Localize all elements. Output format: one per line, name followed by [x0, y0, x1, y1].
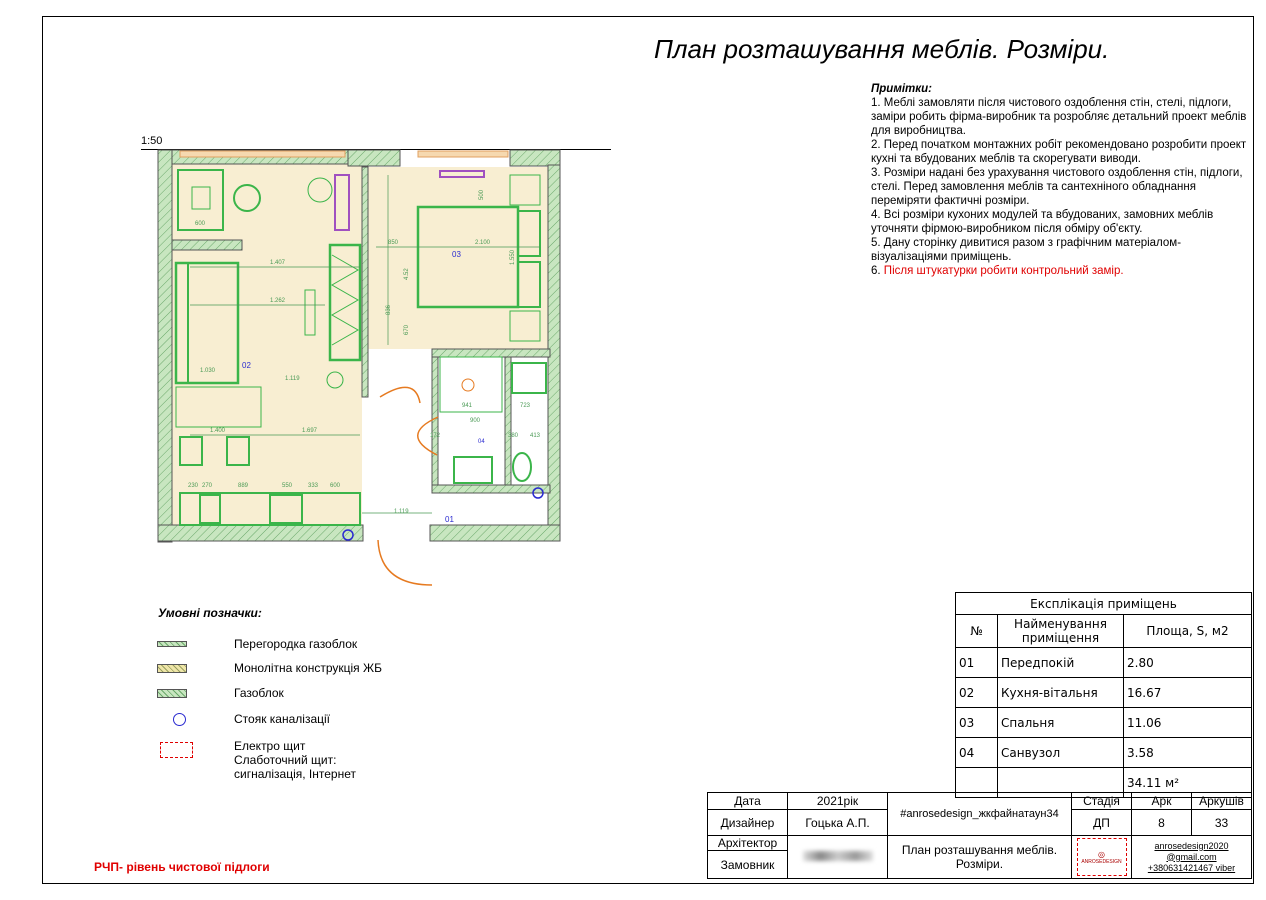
window-top-2	[418, 151, 508, 157]
cell: 2.80	[1124, 648, 1252, 678]
designer-label: Дизайнер	[708, 810, 788, 836]
cell: 04	[956, 738, 998, 768]
table-row	[956, 678, 1252, 708]
note-4: 4. Всі розміри кухоних модулей та вбудованих, замовних меблів уточняти фірмою-виробником після обміру об'єкту.	[871, 209, 1214, 235]
col-area: Площа, S, м2	[1124, 615, 1252, 648]
dim-12: 380	[508, 433, 519, 439]
sheets-value: 33	[1192, 810, 1252, 836]
client-label: Замовник	[708, 851, 788, 879]
dim-1: 1.407	[270, 260, 286, 266]
dim-25: 4.52	[404, 268, 410, 280]
architect-label: Архітектор	[708, 836, 788, 851]
logo-cell	[1072, 836, 1132, 879]
cell: 03	[956, 708, 998, 738]
date-value: 2021рік	[788, 793, 888, 810]
dim-24: 500	[479, 189, 485, 200]
room-number-02: 02	[242, 361, 251, 370]
sheet-title: План розташування меблів. Розміри.	[888, 836, 1072, 879]
designer-value: Гоцька А.П.	[788, 810, 888, 836]
legend-panel-icon	[160, 742, 193, 758]
dim-7: 2.100	[475, 240, 491, 246]
table-row	[956, 708, 1252, 738]
legend-riser-icon	[173, 713, 186, 726]
stage-label: Стадія	[1072, 793, 1132, 810]
legend-swatch-concrete	[157, 664, 187, 673]
wall-partition-v	[362, 167, 368, 397]
cell: Кухня-вітальня	[998, 678, 1124, 708]
dim-18: 230	[188, 483, 199, 489]
footer-note: РЧП- рівень чистової підлоги	[94, 860, 270, 874]
cell: 01	[956, 648, 998, 678]
sheets-label: Аркушів	[1192, 793, 1252, 810]
dim-13: 413	[530, 433, 541, 439]
cell: Санвузол	[998, 738, 1124, 768]
dim-8: 1.550	[510, 249, 516, 265]
brand-logo	[1077, 838, 1127, 876]
dim-20: 889	[238, 483, 249, 489]
stage-value: ДП	[1072, 810, 1132, 836]
page-title: План розташування меблів. Розміри.	[654, 34, 1110, 64]
wall-left	[158, 150, 172, 542]
scale-label: 1:50	[141, 135, 163, 147]
legend-lowcurrent-desc: сигналізація, Інтернет	[234, 767, 356, 781]
dim-5: 1.697	[302, 428, 318, 434]
room-number-01: 01	[445, 515, 454, 524]
legend-title: Умовні позначки:	[158, 606, 262, 620]
dim-17: 600	[195, 221, 206, 227]
wall-partition-h2	[432, 349, 550, 357]
note-6	[871, 264, 1251, 278]
dim-27: 670	[404, 324, 410, 335]
table-row	[956, 738, 1252, 768]
phone: +380631421467 viber	[1147, 862, 1236, 873]
cell: Спальня	[998, 708, 1124, 738]
notes-block	[871, 82, 1251, 278]
window-top-1	[180, 151, 345, 157]
legend-gasblock: Газоблок	[234, 686, 284, 700]
note-2: 2. Перед початком монтажних робіт рекомендовано розробити проект кухні та вбудованих меблів та скорегувати виводи.	[871, 139, 1247, 165]
legend-swatch-gasblock	[157, 689, 187, 698]
redacted-blur	[803, 851, 873, 861]
contacts	[1132, 836, 1252, 879]
cell: Передпокій	[998, 648, 1124, 678]
wall-partition-bath	[432, 357, 438, 487]
dim-4: 1.400	[210, 428, 226, 434]
wall-bath-bottom	[432, 485, 550, 493]
email-1: anrosedesign2020	[1154, 840, 1229, 851]
client-redacted	[788, 836, 888, 879]
wall-top-right	[510, 150, 560, 166]
sheet-label: Арк	[1132, 793, 1192, 810]
legend-partition: Перегородка газоблок	[234, 637, 358, 651]
wall-partition-bath2	[505, 357, 511, 487]
dim-19: 270	[202, 483, 213, 489]
note-1: 1. Меблі замовляти після чистового оздоблення стін, стелі, підлоги, заміри робить фірма-виробник та розробляє детальний проект меблів для виробництва.	[871, 97, 1247, 137]
door-entrance	[378, 540, 432, 585]
room-number-03: 03	[452, 250, 461, 259]
wall-partition-h1	[172, 240, 242, 250]
col-number: №	[956, 615, 998, 648]
dim-21: 550	[282, 483, 293, 489]
legend-swatch-partition	[157, 641, 187, 647]
total-area: 34.11 м²	[1124, 768, 1252, 798]
col-name: Найменування приміщення	[998, 615, 1124, 648]
dim-2: 1.262	[270, 298, 286, 304]
explication-title: Експлікація приміщень	[956, 593, 1252, 615]
sheet-value: 8	[1132, 810, 1192, 836]
project-code: #anrosedesign_жкфайнатаун34	[888, 793, 1072, 836]
legend-riser: Стояк каналізації	[234, 712, 330, 726]
dim-15: 172	[430, 433, 441, 439]
table-row	[956, 648, 1252, 678]
legend-concrete: Монолітна конструкція ЖБ	[234, 661, 382, 675]
note-5: 5. Дану сторінку дивитися разом з графічним матеріалом-візуалізаціями приміщень.	[871, 237, 1182, 263]
logo-text: ANROSEDESIGN	[1081, 858, 1122, 865]
explication-table	[955, 592, 1252, 798]
cell: 3.58	[1124, 738, 1252, 768]
dim-11: 900	[470, 418, 481, 424]
wall-bottom	[158, 525, 363, 541]
legend-electric: Електро щит	[234, 739, 306, 753]
note-3: 3. Розміри надані без урахування чистового оздоблення стін, підлоги, стелі. Перед замовлення меблів та сантехніного обладнання переміряти фактичні розміри.	[871, 167, 1243, 207]
instagram-icon: ◎	[1098, 849, 1105, 859]
wall-top-mid	[348, 150, 400, 166]
legend-lowcurrent: Слаботочний щит:	[234, 753, 337, 767]
dim-3: 1.119	[285, 376, 300, 382]
wall-bottom-right	[430, 525, 560, 541]
cell: 11.06	[1124, 708, 1252, 738]
cell: 02	[956, 678, 998, 708]
dim-14: 723	[520, 403, 531, 409]
dim-16: 1.119	[394, 509, 409, 515]
living-floor	[170, 160, 362, 538]
title-block	[707, 792, 1252, 879]
floor-plan	[150, 145, 590, 600]
notes-heading: Примітки:	[871, 83, 932, 95]
dim-9: 850	[388, 240, 399, 246]
room-number-04: 04	[478, 439, 485, 445]
note-6-text: Після штукатурки робити контрольний замір.	[883, 265, 1124, 277]
email-2: @gmail.com	[1166, 851, 1217, 862]
date-label: Дата	[708, 793, 788, 810]
dim-22: 333	[308, 483, 319, 489]
cell: 16.67	[1124, 678, 1252, 708]
dim-10: 941	[462, 403, 473, 409]
hall-floor	[362, 385, 432, 545]
dim-23: 600	[330, 483, 341, 489]
dim-26: 836	[386, 304, 392, 315]
dim-6: 1.030	[200, 368, 216, 374]
note-6-number: 6.	[871, 265, 884, 277]
